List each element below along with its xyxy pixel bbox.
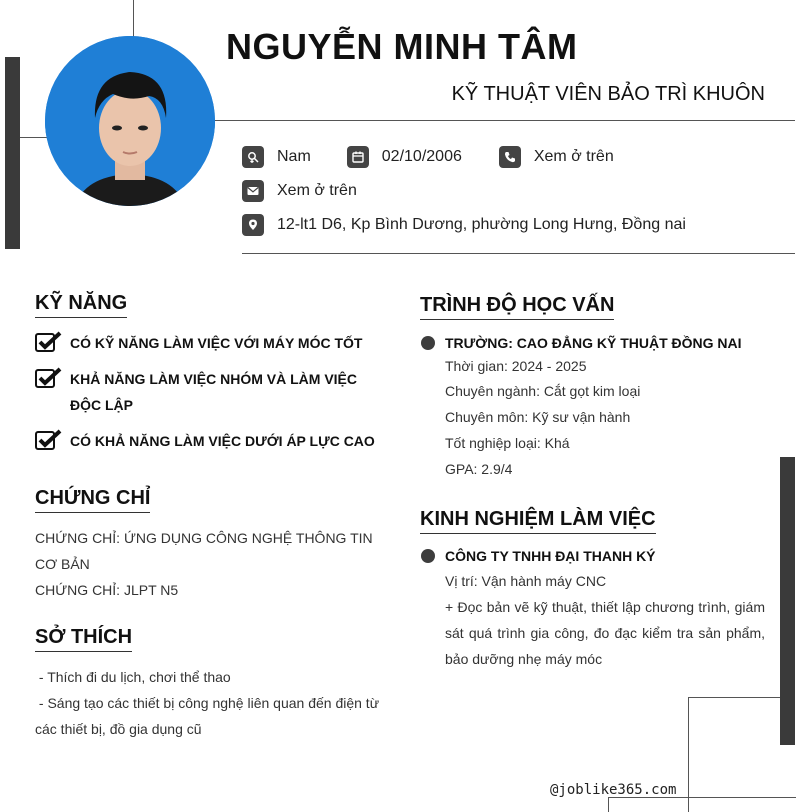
education-subject: Chuyên môn: Kỹ sư vận hành: [445, 409, 631, 425]
hobby-item: - Sáng tạo các thiết bị công nghệ liên quan đến điện từ các thiết bị, đồ gia dụng cũ: [35, 695, 383, 737]
education-graduation: Tốt nghiệp loại: Khá: [445, 435, 570, 451]
avatar-illustration: [45, 36, 215, 206]
skill-item: [35, 330, 385, 356]
checkbox-icon: [35, 429, 63, 451]
left-horizontal-line: [20, 137, 47, 138]
header-divider-top: [215, 120, 795, 121]
candidate-name: NGUYỄN MINH TÂM: [226, 26, 578, 67]
certificate-item: CHỨNG CHỈ: JLPT N5: [35, 582, 179, 598]
phone-item: [499, 146, 614, 168]
checkbox-icon: [35, 331, 63, 353]
corner-box-inner-left: [608, 797, 609, 812]
gender-item: [242, 146, 311, 168]
phone-value: Xem ở trên: [533, 148, 614, 165]
phone-icon: [499, 146, 521, 168]
contact-row-3: [242, 213, 686, 237]
skill-text: CÓ KỸ NĂNG LÀM VIỆC VỚI MÁY MÓC TỐT: [70, 335, 363, 351]
birthday-value: 02/10/2006: [381, 148, 462, 165]
experience-description: + Đọc bản vẽ kỹ thuật, thiết lập chương trình, giám sát quá trình gia công, đo đạc kiểm tra sản phẩm, bảo dưỡng nhẹ máy móc: [445, 599, 765, 667]
experience-heading: KINH NGHIỆM LÀM VIỆC: [420, 508, 656, 534]
calendar-icon: [347, 146, 369, 168]
email-item: [242, 180, 357, 202]
skill-item: [35, 366, 385, 418]
contact-row-1: [242, 145, 614, 169]
right-accent-bar: [780, 457, 795, 745]
email-value: Xem ở trên: [277, 182, 357, 199]
company-name: CÔNG TY TNHH ĐẠI THANH KÝ: [445, 548, 656, 564]
checkbox-icon: [35, 367, 63, 389]
birthday-item: [347, 146, 462, 168]
gender-icon: [242, 146, 264, 168]
education-gpa: GPA: 2.9/4: [445, 461, 513, 477]
skill-text: CÓ KHẢ NĂNG LÀM VIỆC DƯỚI ÁP LỰC CAO: [70, 433, 375, 449]
gender-value: Nam: [277, 148, 311, 165]
skill-text: KHẢ NĂNG LÀM VIỆC NHÓM VÀ LÀM VIỆC ĐỘC LẬP: [70, 371, 357, 413]
corner-box-top: [688, 697, 780, 698]
address-item: [242, 214, 686, 236]
education-major: Chuyên ngành: Cắt gọt kim loại: [445, 383, 641, 399]
education-heading: TRÌNH ĐỘ HỌC VẤN: [420, 294, 614, 320]
hobby-item: - Thích đi du lịch, chơi thể thao: [35, 669, 231, 685]
experience-position: Vị trí: Vận hành máy CNC: [445, 573, 607, 589]
watermark: @joblike365.com: [550, 782, 677, 798]
certificate-item: CHỨNG CHỈ: ỨNG DỤNG CÔNG NGHỆ THÔNG TIN CƠ BẢN: [35, 530, 373, 572]
skills-heading: KỸ NĂNG: [35, 292, 127, 318]
job-title: KỸ THUẬT VIÊN BẢO TRÌ KHUÔN: [451, 83, 765, 105]
top-vertical-line: [133, 0, 134, 38]
skill-item: [35, 428, 385, 454]
education-bullet: [421, 336, 435, 350]
profile-photo: [45, 36, 215, 206]
location-icon: [242, 214, 264, 236]
certificates-heading: CHỨNG CHỈ: [35, 487, 150, 513]
experience-bullet: [421, 549, 435, 563]
education-time: Thời gian: 2024 - 2025: [445, 358, 587, 374]
left-accent-bar: [5, 57, 20, 249]
hobbies-heading: SỞ THÍCH: [35, 626, 132, 652]
contact-row-2: [242, 179, 357, 203]
corner-box-left: [688, 697, 689, 812]
school-name: TRƯỜNG: CAO ĐẲNG KỸ THUẬT ĐỒNG NAI: [445, 335, 742, 351]
email-icon: [242, 180, 264, 202]
address-value: 12-lt1 D6, Kp Bình Dương, phường Long Hưng, Đồng nai: [277, 216, 686, 233]
header-divider-bottom: [242, 253, 795, 254]
